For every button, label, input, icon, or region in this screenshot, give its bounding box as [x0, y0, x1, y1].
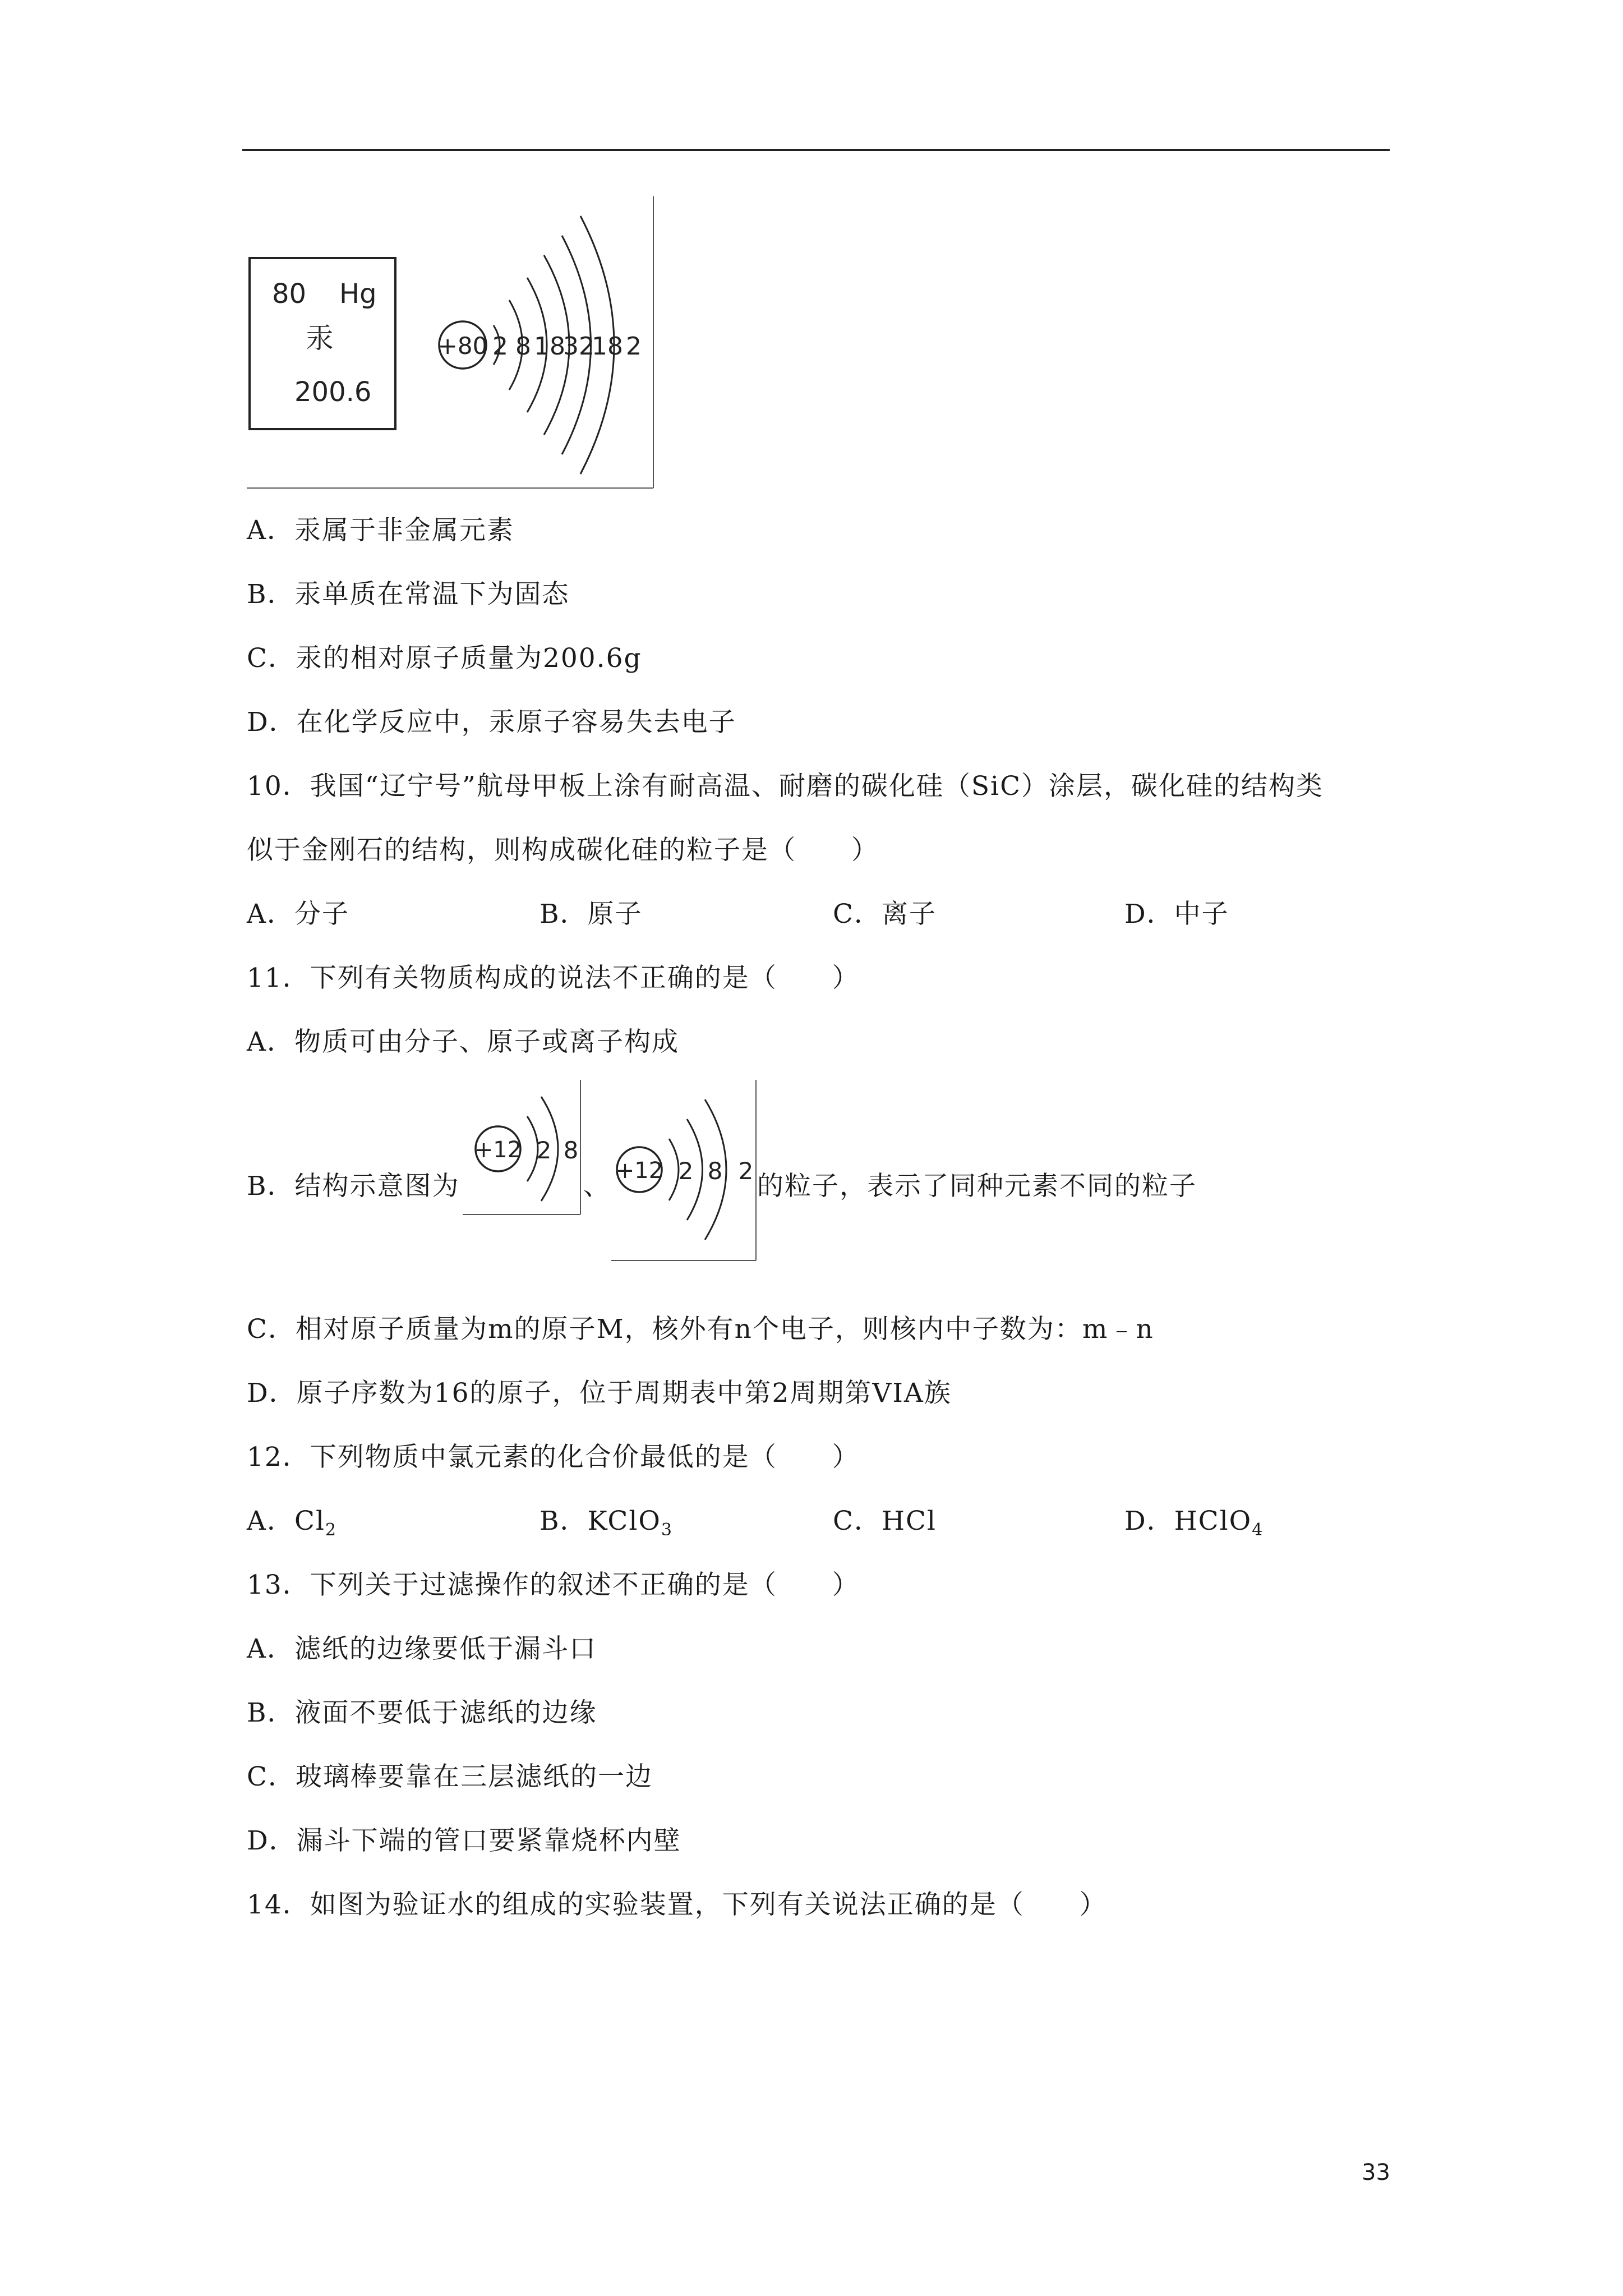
q12-option-b-text: B．KClO: [540, 1506, 661, 1536]
q12-option-a-subscript: 2: [325, 1520, 338, 1540]
hg-electron-shell-diagram: [438, 216, 642, 474]
element-atomic-number: 80: [272, 278, 307, 310]
q12-option-b: [540, 1504, 673, 1538]
q12-stem: 12．下列物质中氯元素的化合价最低的是（ ）: [247, 1442, 860, 1473]
hg-shell-2: 8: [515, 332, 531, 361]
q11-stem: 11．下列有关物质构成的说法不正确的是（ ）: [247, 963, 860, 993]
q9-option-d: D．在化学反应中，汞原子容易失去电子: [247, 707, 736, 738]
q9-option-b: B．汞单质在常温下为固态: [247, 579, 570, 610]
hg-shell-4: 32: [563, 332, 594, 361]
q13-option-a: A．滤纸的边缘要低于漏斗口: [247, 1634, 597, 1664]
q10-option-c: C．离子: [833, 899, 937, 930]
element-card: [250, 258, 395, 429]
q13-option-d: D．漏斗下端的管口要紧靠烧杯内壁: [247, 1825, 681, 1856]
q10-option-d: D．中子: [1124, 899, 1229, 930]
element-name: 汞: [306, 322, 334, 355]
q12-option-c: C．HCl: [833, 1506, 937, 1536]
q12-option-a: [247, 1504, 337, 1538]
q12-option-d-subscript: 4: [1252, 1520, 1264, 1540]
q11-option-b-suffix: 的粒子，表示了同种元素不同的粒子: [757, 1171, 1197, 1202]
element-symbol: Hg: [339, 278, 377, 310]
q10-option-a: A．分子: [247, 899, 349, 930]
diagram2-nucleus: +12: [615, 1158, 663, 1184]
diagram1-shell-1: 2: [536, 1137, 552, 1164]
hg-shell-3: 18: [534, 332, 565, 361]
mg-atom-diagram-1: [460, 1077, 583, 1217]
diagram2-shell-3: 2: [738, 1157, 754, 1185]
q11-option-c: C．相对原子质量为m的原子M，核外有n个电子，则核内中子数为：m﹣n: [247, 1314, 1154, 1345]
mg-ion-diagram-2: [608, 1077, 759, 1263]
q12-option-d-text: D．HClO: [1124, 1506, 1252, 1536]
q9-option-c: C．汞的相对原子质量为200.6g: [247, 643, 642, 674]
q9-option-a: A．汞属于非金属元素: [247, 515, 514, 546]
q12-option-d: [1124, 1504, 1264, 1538]
q11-option-a: A．物质可由分子、原子或离子构成: [247, 1027, 679, 1057]
element-atomic-mass: 200.6: [294, 376, 372, 408]
diagram2-shell-1: 2: [678, 1157, 694, 1185]
header-rule: [242, 149, 1390, 151]
q12-option-b-subscript: 3: [661, 1520, 674, 1540]
q13-stem: 13．下列关于过滤操作的叙述不正确的是（ ）: [247, 1570, 860, 1600]
mercury-figure: [241, 196, 656, 494]
hg-shell-6: 2: [626, 332, 642, 361]
diagram1-nucleus: +12: [474, 1137, 522, 1163]
q13-option-c: C．玻璃棒要靠在三层滤纸的一边: [247, 1761, 653, 1792]
q10-option-b: B．原子: [540, 899, 643, 930]
q11-option-b-separator: 、: [583, 1171, 611, 1202]
q14-stem: 14．如图为验证水的组成的实验装置，下列有关说法正确的是（ ）: [247, 1889, 1107, 1920]
q12-option-a-text: A．Cl: [247, 1506, 325, 1536]
q10-stem-line2: 似于金刚石的结构，则构成碳化硅的粒子是（ ）: [247, 835, 879, 866]
q11-option-b-prefix: B．结构示意图为: [247, 1171, 460, 1202]
hg-shell-5: 18: [592, 332, 623, 361]
diagram1-shell-2: 8: [563, 1137, 579, 1164]
q11-option-d: D．原子序数为16的原子，位于周期表中第2周期第VIA族: [247, 1378, 952, 1409]
hg-shell-1: 2: [492, 332, 508, 361]
page-number: 33: [1362, 2160, 1390, 2185]
hg-nucleus-charge: +80: [437, 332, 488, 360]
diagram2-shell-2: 8: [707, 1157, 723, 1185]
q13-option-b: B．液面不要低于滤纸的边缘: [247, 1697, 597, 1728]
q10-stem-line1: 10．我国“辽宁号”航母甲板上涂有耐高温、耐磨的碳化硅（SiC）涂层，碳化硅的结构类: [247, 771, 1324, 802]
